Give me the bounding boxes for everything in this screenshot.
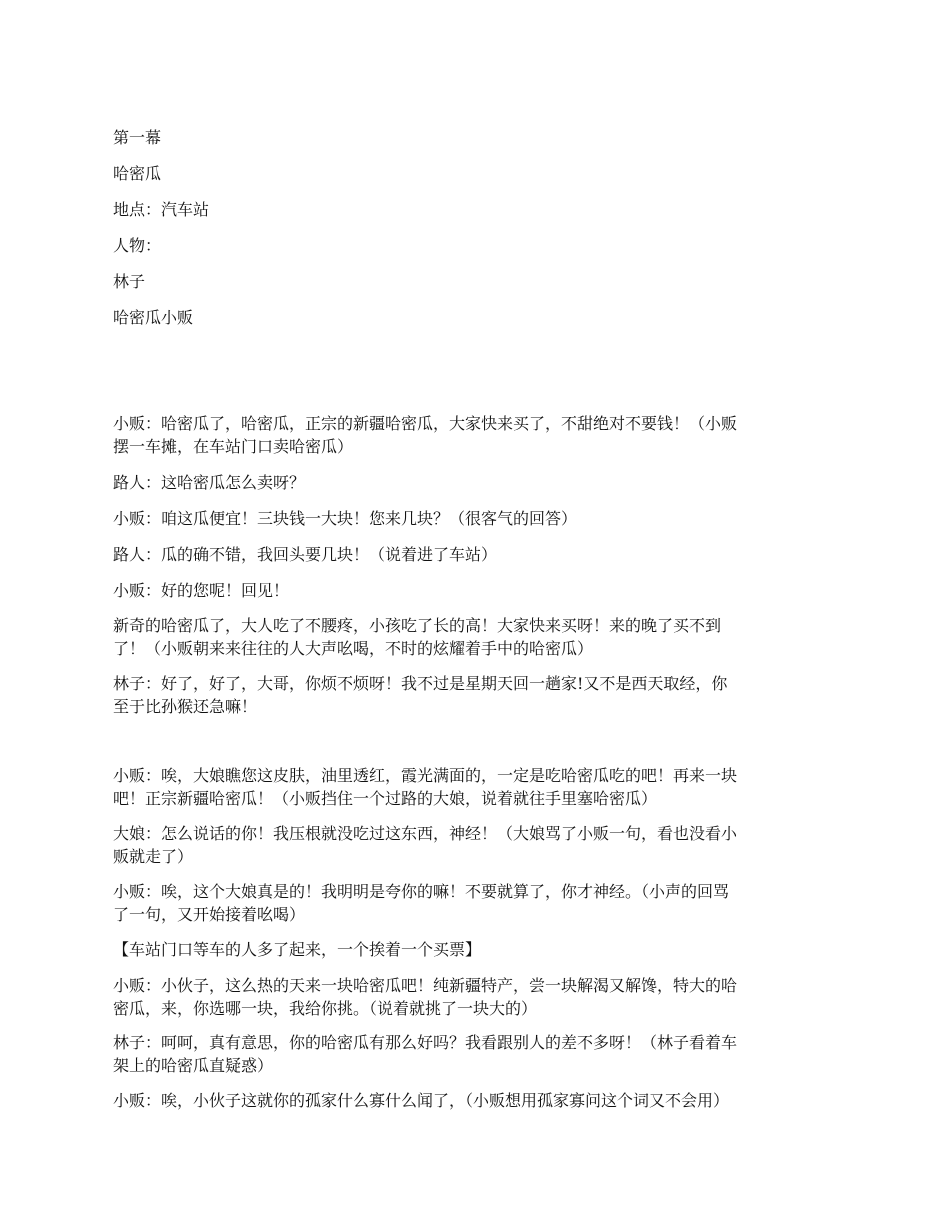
stage-direction: 【车站门口等车的人多了起来，一个挨着一个买票】 <box>113 940 482 959</box>
location-line: 地点：汽车站 <box>113 200 210 219</box>
script-line: 小贩：唉，小伙子这就你的孤家什么寡什么闻了，（小贩想用孤家寡问这个词又不会用） <box>113 1091 730 1110</box>
script-line: 林子：呵呵，真有意思，你的哈密瓜有那么好吗？我看跟别人的差不多呀！（林子看着车 架上的哈密瓜直疑惑） <box>113 1033 738 1075</box>
script-line: 路人：这哈密瓜怎么卖呀？ <box>113 473 306 492</box>
script-line: 小贩：好的您呢！回见！ <box>113 581 290 600</box>
play-title: 哈密瓜 <box>113 164 162 183</box>
characters-label: 人物： <box>113 236 162 255</box>
script-line: 小贩：唉，这个大娘真是的！我明明是夸你的嘛！不要就算了，你才神经。（小声的回骂 了一句，又开始接着吆喝） <box>113 882 730 924</box>
script-line: 小贩：唉，大娘瞧您这皮肤，油里透红，霞光满面的，一定是吃哈密瓜吃的吧！再来一块 吧！正宗新疆哈密瓜！（小贩挡住一个过路的大娘，说着就往手里塞哈密瓜） <box>113 766 738 808</box>
script-line: 路人：瓜的确不错，我回头要几块！（说着进了车站） <box>113 545 498 564</box>
script-line: 林子：好了，好了，大哥，你烦不烦呀！我不过是星期天回一趟家!又不是西天取经，你 至于比孙猴还急嘛！ <box>113 674 728 716</box>
act-heading: 第一幕 <box>113 128 162 147</box>
script-line: 小贩：小伙子，这么热的天来一块哈密瓜吧！纯新疆特产，尝一块解渴又解馋，特大的哈 密瓜，来，你选哪一块，我给你挑。（说着就挑了一块大的） <box>113 976 738 1018</box>
character-item: 哈密瓜小贩 <box>113 308 194 327</box>
script-line: 小贩：哈密瓜了，哈密瓜，正宗的新疆哈密瓜，大家快来买了，不甜绝对不要钱！（小贩 摆一车摊，在车站门口卖哈密瓜） <box>113 414 738 456</box>
character-item: 林子 <box>113 272 146 291</box>
script-line: 小贩：咱这瓜便宜！三块钱一大块！您来几块？（很客气的回答） <box>113 509 578 528</box>
script-line: 新奇的哈密瓜了，大人吃了不腰疼，小孩吃了长的高！大家快来买呀！来的晚了买不到 了！（小贩朝来来往往的人大声吆喝，不时的炫耀着手中的哈密瓜） <box>113 616 722 658</box>
script-line: 大娘：怎么说话的你！我压根就没吃过这东西，神经！（大娘骂了小贩一句，看也没看小 贩就走了） <box>113 824 738 866</box>
